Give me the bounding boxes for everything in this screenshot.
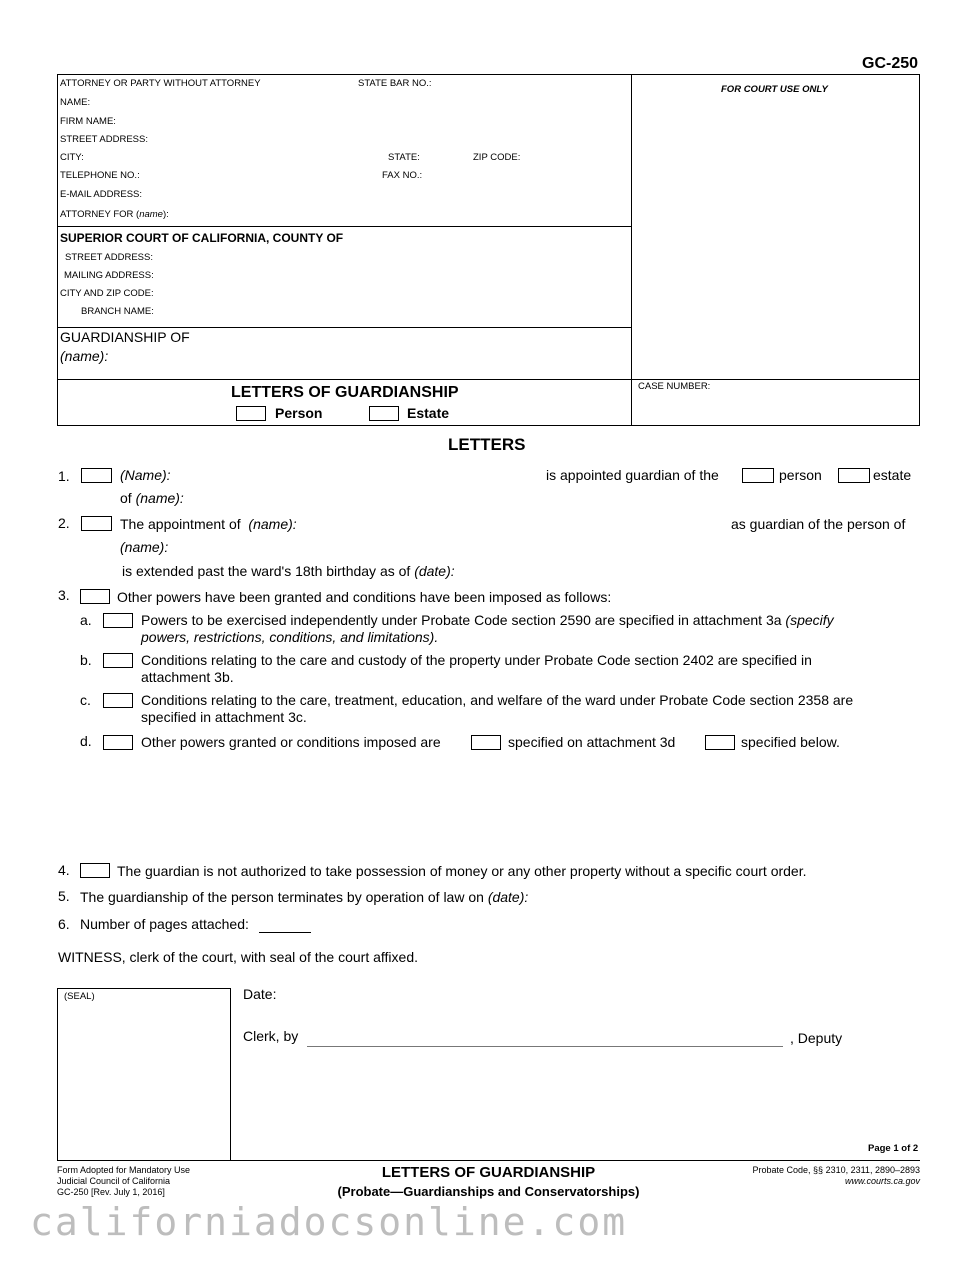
witness-text: WITNESS, clerk of the court, with seal of the court affixed. [58, 949, 419, 965]
item5-text: The guardianship of the person terminates by operation of law on (date): [80, 889, 529, 905]
item3a-checkbox[interactable] [103, 613, 133, 628]
item3d-checkbox[interactable] [103, 735, 133, 750]
city-label: CITY: [60, 152, 84, 163]
date-label: Date: [243, 986, 277, 1002]
item6-text: Number of pages attached: [80, 916, 249, 932]
item2-right-text: as guardian of the person of [731, 516, 906, 532]
court-mailing-label: MAILING ADDRESS: [64, 270, 154, 281]
court-use-label: FOR COURT USE ONLY [721, 84, 828, 95]
watermark: californiadocsonline.com [30, 1200, 628, 1244]
item3d-below-label: specified below. [741, 734, 840, 750]
court-street-label: STREET ADDRESS: [65, 252, 153, 263]
estate-checkbox[interactable] [369, 406, 399, 421]
firm-label: FIRM NAME: [60, 116, 116, 127]
item1-estate-checkbox[interactable] [838, 468, 870, 483]
footer-title: LETTERS OF GUARDIANSHIP [381, 1164, 596, 1181]
item3c-checkbox[interactable] [103, 693, 133, 708]
item3d-attachment-checkbox[interactable] [471, 735, 501, 750]
item3-checkbox[interactable] [80, 589, 110, 604]
footer-left-line2: Judicial Council of California [57, 1176, 171, 1186]
email-label: E-MAIL ADDRESS: [60, 189, 143, 200]
footer-subtitle: (Probate—Guardianships and Conservatorships) [337, 1184, 640, 1199]
item6-pages-field[interactable] [259, 932, 311, 933]
deputy-label: , Deputy [790, 1030, 843, 1046]
item3a-text-line2: powers, restrictions, conditions, and limitations). [141, 629, 439, 645]
attorney-for-label: ATTORNEY FOR (name): [60, 209, 169, 220]
seal-label: (SEAL) [64, 991, 95, 1002]
phone-label: TELEPHONE NO.: [60, 170, 140, 181]
item2-checkbox[interactable] [81, 516, 112, 531]
footer-statute: Probate Code, §§ 2310, 2311, 2890–2893 [752, 1165, 920, 1175]
footer-left-line1: Form Adopted for Mandatory Use [57, 1165, 191, 1175]
item6-number: 6. [58, 916, 70, 932]
item3c-letter: c. [80, 692, 91, 708]
seal-box [57, 988, 231, 1161]
footer-right [753, 1165, 920, 1187]
item1-estate-label: estate [873, 467, 912, 483]
item3b-letter: b. [80, 652, 92, 668]
guardianship-of-label: GUARDIANSHIP OF [60, 329, 190, 345]
attorney-label: ATTORNEY OR PARTY WITHOUT ATTORNEY [60, 78, 261, 89]
street-label: STREET ADDRESS: [60, 134, 148, 145]
guardianship-name-label: (name): [60, 348, 109, 364]
page-number: Page 1 of 2 [868, 1143, 919, 1154]
person-checkbox[interactable] [236, 406, 266, 421]
footer-left-line3: GC-250 [Rev. July 1, 2016] [57, 1187, 165, 1197]
item3d-text: Other powers granted or conditions imposed are [141, 734, 441, 750]
item4-number: 4. [58, 862, 70, 878]
item3a-letter: a. [80, 612, 92, 628]
item1-of-name: of (name): [120, 490, 184, 506]
item3d-letter: d. [80, 733, 92, 749]
doc-title: LETTERS OF GUARDIANSHIP [231, 384, 459, 401]
item3c-text-line1: Conditions relating to the care, treatment, education, and welfare of the ward under Probate Code section 2358 are [141, 692, 854, 708]
item4-text: The guardian is not authorized to take possession of money or any other property without a specific court order. [117, 863, 807, 879]
court-city-zip-label: CITY AND ZIP CODE: [60, 288, 154, 299]
item1-appointed-text: is appointed guardian of the [546, 467, 719, 483]
state-bar-label: STATE BAR NO.: [358, 78, 432, 89]
item1-checkbox[interactable] [81, 468, 112, 483]
name-label: NAME: [60, 97, 91, 108]
item1-person-label: person [779, 467, 822, 483]
court-title: SUPERIOR COURT OF CALIFORNIA, COUNTY OF [60, 231, 344, 245]
person-label: Person [275, 405, 323, 421]
clerk-signature-line[interactable] [307, 1046, 783, 1047]
header-box [57, 74, 920, 426]
item3c-text-line2: specified in attachment 3c. [141, 709, 307, 725]
state-label: STATE: [388, 152, 420, 163]
footer-website: www.courts.ca.gov [844, 1176, 920, 1186]
zip-label: ZIP CODE: [473, 152, 521, 163]
item2-name2-label: (name): [120, 539, 169, 555]
item3-text: Other powers have been granted and conditions have been imposed as follows: [117, 589, 612, 605]
item1-person-checkbox[interactable] [742, 468, 774, 483]
estate-label: Estate [407, 405, 450, 421]
item3b-checkbox[interactable] [103, 653, 133, 668]
item3-number: 3. [58, 587, 70, 603]
item2-number: 2. [58, 515, 70, 531]
item3b-text-line1: Conditions relating to the care and custody of the property under Probate Code section 2402 are specified in [141, 652, 812, 668]
court-branch-label: BRANCH NAME: [81, 306, 154, 317]
item3d-attachment-label: specified on attachment 3d [508, 734, 676, 750]
item2-extended-text: is extended past the ward's 18th birthday as of (date): [122, 563, 455, 579]
letters-heading: LETTERS [448, 435, 526, 454]
item5-number: 5. [58, 888, 70, 904]
case-number-label: CASE NUMBER: [638, 381, 711, 392]
item2-text: The appointment of (name): [120, 516, 297, 532]
item1-name-label: (Name): [120, 467, 171, 483]
item3b-text-line2: attachment 3b. [141, 669, 234, 685]
item1-number: 1. [58, 468, 70, 484]
item3d-below-checkbox[interactable] [705, 735, 735, 750]
clerk-label: Clerk, by [243, 1028, 299, 1044]
fax-label: FAX NO.: [382, 170, 423, 181]
item3a-text: Powers to be exercised independently under Probate Code section 2590 are specified in attachment 3a (specify [141, 612, 834, 628]
item4-checkbox[interactable] [80, 863, 110, 878]
form-id: GC-250 [862, 55, 919, 72]
